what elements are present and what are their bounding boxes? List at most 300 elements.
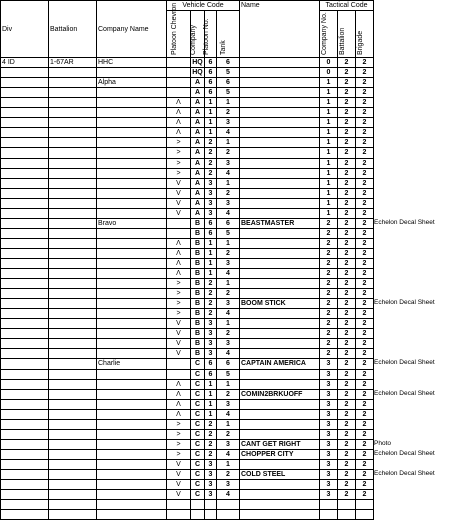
- cell-chev: V: [167, 480, 191, 490]
- cell-chev: Λ: [167, 269, 191, 279]
- cell-chev: [167, 359, 191, 369]
- cell-div: [1, 68, 49, 78]
- cell-vc: A: [191, 168, 205, 178]
- cell-div: [1, 299, 49, 309]
- cell-bat: 2: [338, 409, 356, 419]
- cell-tk: 4: [217, 409, 240, 419]
- cell-cno: 3: [320, 389, 338, 399]
- cell-tk: 3: [217, 258, 240, 268]
- cell-chev: Λ: [167, 248, 191, 258]
- cell-vc: C: [191, 389, 205, 399]
- cell-chev: V: [167, 490, 191, 500]
- cell-tk: 3: [217, 439, 240, 449]
- cell-tk: 6: [217, 359, 240, 369]
- cell-pl: 2: [205, 419, 217, 429]
- cell-bat: 2: [338, 319, 356, 329]
- table-row: [1, 78, 374, 88]
- cell-bat: 2: [338, 419, 356, 429]
- cell-bde: 2: [356, 188, 374, 198]
- cell-bn: [49, 289, 97, 299]
- cell-name: CHOPPER CITY: [240, 449, 320, 459]
- cell-div: [1, 138, 49, 148]
- cell-div: [1, 218, 49, 228]
- cell-bn: [49, 419, 97, 429]
- cell-bat: 2: [338, 118, 356, 128]
- cell-bat: 2: [338, 379, 356, 389]
- cell-bat: 2: [338, 329, 356, 339]
- cell-name: [240, 279, 320, 289]
- cell-bde: 2: [356, 88, 374, 98]
- cell-div: [1, 289, 49, 299]
- cell-bn: [49, 188, 97, 198]
- cell-chev: >: [167, 279, 191, 289]
- cell-tk: 4: [217, 449, 240, 459]
- cell-bn: [49, 490, 97, 500]
- cell-bde: 2: [356, 68, 374, 78]
- cell-name: [240, 148, 320, 158]
- cell-bde: [356, 510, 374, 520]
- cell-vc: B: [191, 309, 205, 319]
- cell-bde: 2: [356, 118, 374, 128]
- cell-div: [1, 208, 49, 218]
- header-vehicle-code: Vehicle Code: [167, 1, 240, 11]
- cell-cno: 3: [320, 399, 338, 409]
- cell-div: [1, 419, 49, 429]
- cell-vc: C: [191, 369, 205, 379]
- cell-name: [240, 459, 320, 469]
- cell-vc: C: [191, 419, 205, 429]
- cell-co: [97, 289, 167, 299]
- cell-vc: C: [191, 359, 205, 369]
- table-row: [1, 369, 374, 379]
- cell-name: CAPTAIN AMERICA: [240, 359, 320, 369]
- table-row: [1, 449, 374, 459]
- cell-bn: [49, 399, 97, 409]
- cell-bat: 2: [338, 258, 356, 268]
- cell-cno: 2: [320, 269, 338, 279]
- cell-name: [240, 409, 320, 419]
- cell-bat: 2: [338, 369, 356, 379]
- cell-cno: 1: [320, 88, 338, 98]
- cell-pl: 2: [205, 289, 217, 299]
- cell-name: [240, 98, 320, 108]
- cell-tk: 1: [217, 178, 240, 188]
- cell-pl: 2: [205, 449, 217, 459]
- cell-pl: 1: [205, 118, 217, 128]
- cell-tk: 1: [217, 459, 240, 469]
- cell-bde: 2: [356, 480, 374, 490]
- cell-bn: [49, 429, 97, 439]
- cell-tk: 2: [217, 469, 240, 479]
- cell-chev: Λ: [167, 128, 191, 138]
- cell-pl: 2: [205, 138, 217, 148]
- table-row: [1, 429, 374, 439]
- cell-tk: 3: [217, 118, 240, 128]
- cell-bde: 2: [356, 329, 374, 339]
- cell-bat: 2: [338, 168, 356, 178]
- cell-co: [97, 419, 167, 429]
- cell-bde: 2: [356, 389, 374, 399]
- cell-pl: 1: [205, 389, 217, 399]
- cell-tk: 4: [217, 128, 240, 138]
- cell-chev: Λ: [167, 108, 191, 118]
- cell-bat: 2: [338, 279, 356, 289]
- cell-pl: 6: [205, 218, 217, 228]
- cell-tk: 1: [217, 419, 240, 429]
- cell-tk: 5: [217, 88, 240, 98]
- cell-cno: 1: [320, 78, 338, 88]
- cell-co: Alpha: [97, 78, 167, 88]
- cell-co: [97, 238, 167, 248]
- cell-chev: [167, 510, 191, 520]
- table-row: [1, 389, 374, 399]
- cell-bn: [49, 208, 97, 218]
- cell-div: [1, 379, 49, 389]
- cell-bde: 2: [356, 78, 374, 88]
- cell-tk: 4: [217, 168, 240, 178]
- cell-bn: [49, 128, 97, 138]
- cell-bat: 2: [338, 158, 356, 168]
- cell-co: [97, 399, 167, 409]
- cell-pl: [205, 500, 217, 510]
- cell-cno: 3: [320, 449, 338, 459]
- cell-co: [97, 198, 167, 208]
- cell-name: COLD STEEL: [240, 469, 320, 479]
- cell-vc: C: [191, 490, 205, 500]
- cell-bat: 2: [338, 238, 356, 248]
- cell-div: [1, 339, 49, 349]
- cell-pl: 3: [205, 469, 217, 479]
- cell-bat: 2: [338, 349, 356, 359]
- cell-bn: [49, 198, 97, 208]
- cell-cno: 3: [320, 419, 338, 429]
- cell-div: [1, 269, 49, 279]
- cell-vc: B: [191, 228, 205, 238]
- cell-pl: 2: [205, 299, 217, 309]
- cell-pl: 3: [205, 178, 217, 188]
- cell-bn: [49, 379, 97, 389]
- cell-tk: 6: [217, 78, 240, 88]
- table-row: [1, 58, 374, 68]
- cell-tk: 3: [217, 339, 240, 349]
- cell-bn: [49, 389, 97, 399]
- cell-co: [97, 339, 167, 349]
- cell-chev: V: [167, 188, 191, 198]
- cell-vc: HQ: [192, 59, 203, 67]
- cell-div: [1, 389, 49, 399]
- cell-name: [240, 329, 320, 339]
- cell-cno: 3: [320, 469, 338, 479]
- cell-vc: A: [191, 128, 205, 138]
- header-company: Company: [191, 11, 205, 58]
- cell-pl: 6: [205, 359, 217, 369]
- cell-vc: B: [191, 248, 205, 258]
- cell-co: [97, 248, 167, 258]
- cell-vc: C: [191, 429, 205, 439]
- row-note: Echelon Decal Sheet: [374, 450, 435, 457]
- cell-co: [97, 148, 167, 158]
- cell-chev: V: [167, 469, 191, 479]
- cell-bde: 2: [356, 379, 374, 389]
- table-row: [1, 238, 374, 248]
- cell-tk: 3: [217, 399, 240, 409]
- cell-tk: 4: [217, 349, 240, 359]
- cell-bat: 2: [338, 359, 356, 369]
- cell-bde: 2: [356, 419, 374, 429]
- cell-bn: [49, 78, 97, 88]
- cell-tk: 2: [217, 329, 240, 339]
- cell-co: HHC: [97, 58, 167, 68]
- cell-div: [1, 168, 49, 178]
- cell-div: 4 ID: [1, 58, 49, 68]
- cell-div: [1, 188, 49, 198]
- cell-div: [1, 429, 49, 439]
- cell-div: [1, 238, 49, 248]
- cell-chev: >: [167, 299, 191, 309]
- cell-div: [1, 359, 49, 369]
- cell-chev: >: [167, 158, 191, 168]
- cell-cno: 1: [320, 168, 338, 178]
- cell-name: [240, 289, 320, 299]
- cell-name: CANT GET RIGHT: [240, 439, 320, 449]
- table-row: [1, 399, 374, 409]
- cell-pl: [205, 510, 217, 520]
- cell-cno: 1: [320, 98, 338, 108]
- cell-chev: Λ: [167, 379, 191, 389]
- cell-div: [1, 78, 49, 88]
- cell-co: [97, 208, 167, 218]
- cell-pl: 2: [205, 158, 217, 168]
- cell-tk: 5: [217, 369, 240, 379]
- cell-tk: 2: [217, 148, 240, 158]
- cell-vc: B: [191, 269, 205, 279]
- header-platoon-chevron: Platoon Chevron: [167, 11, 191, 58]
- cell-pl: 3: [205, 198, 217, 208]
- cell-tk: 3: [217, 299, 240, 309]
- cell-cno: 2: [320, 279, 338, 289]
- cell-co: Charlie: [97, 359, 167, 369]
- cell-bde: 2: [356, 228, 374, 238]
- header-battalion: Battalion: [49, 1, 97, 58]
- cell-cno: 2: [320, 228, 338, 238]
- cell-bn: [49, 218, 97, 228]
- cell-bde: 2: [356, 399, 374, 409]
- cell-chev: >: [167, 439, 191, 449]
- cell-pl: 3: [205, 339, 217, 349]
- cell-tk: 3: [217, 198, 240, 208]
- cell-tk: 2: [217, 248, 240, 258]
- row-note: Echelon Decal Sheet: [374, 299, 435, 306]
- cell-name: [240, 208, 320, 218]
- cell-div: [1, 248, 49, 258]
- cell-bde: 2: [356, 289, 374, 299]
- cell-cno: 3: [320, 379, 338, 389]
- cell-name: [240, 228, 320, 238]
- cell-co: [97, 480, 167, 490]
- cell-bde: 2: [356, 208, 374, 218]
- cell-cno: 3: [320, 369, 338, 379]
- cell-bat: 2: [338, 459, 356, 469]
- cell-vc: C: [191, 399, 205, 409]
- cell-co: [97, 349, 167, 359]
- cell-pl: 1: [205, 269, 217, 279]
- cell-bat: 2: [338, 449, 356, 459]
- table-row: [1, 500, 374, 510]
- table-row: [1, 128, 374, 138]
- table-row: [1, 148, 374, 158]
- cell-co: [97, 228, 167, 238]
- cell-pl: 1: [205, 98, 217, 108]
- cell-bat: 2: [338, 138, 356, 148]
- cell-name: [240, 319, 320, 329]
- cell-chev: Λ: [167, 409, 191, 419]
- header-platoon-no: Platoon No.: [205, 11, 217, 58]
- cell-bn: [49, 469, 97, 479]
- cell-chev: [167, 500, 191, 510]
- cell-co: [97, 138, 167, 148]
- cell-vc: A: [191, 178, 205, 188]
- table-row: [1, 289, 374, 299]
- cell-bde: [356, 500, 374, 510]
- cell-chev: V: [167, 319, 191, 329]
- cell-cno: 3: [320, 480, 338, 490]
- cell-div: [1, 469, 49, 479]
- cell-bat: 2: [338, 198, 356, 208]
- cell-div: [1, 108, 49, 118]
- cell-cno: 0: [320, 58, 338, 68]
- cell-bde: 2: [356, 218, 374, 228]
- cell-name: [240, 88, 320, 98]
- cell-bat: 2: [338, 178, 356, 188]
- cell-tk: 5: [217, 68, 240, 78]
- cell-div: [1, 490, 49, 500]
- row-note: Photo: [374, 440, 391, 447]
- cell-name: [240, 168, 320, 178]
- cell-tk: 2: [217, 429, 240, 439]
- cell-bat: 2: [338, 339, 356, 349]
- cell-co: [97, 409, 167, 419]
- cell-chev: V: [167, 349, 191, 359]
- cell-cno: 3: [320, 409, 338, 419]
- cell-tk: 1: [217, 319, 240, 329]
- cell-bde: 2: [356, 198, 374, 208]
- header-name: Name: [240, 1, 320, 58]
- cell-bat: 2: [338, 228, 356, 238]
- cell-tk: 1: [217, 379, 240, 389]
- cell-chev: >: [167, 148, 191, 158]
- cell-bde: 2: [356, 369, 374, 379]
- cell-pl: 2: [205, 429, 217, 439]
- cell-div: [1, 449, 49, 459]
- cell-bat: [338, 510, 356, 520]
- cell-bde: 2: [356, 349, 374, 359]
- cell-chev: V: [167, 178, 191, 188]
- cell-co: [97, 128, 167, 138]
- table-row: [1, 258, 374, 268]
- cell-div: [1, 459, 49, 469]
- cell-name: [240, 510, 320, 520]
- cell-co: [97, 379, 167, 389]
- cell-pl: 3: [205, 208, 217, 218]
- cell-bat: 2: [338, 289, 356, 299]
- cell-name: [240, 238, 320, 248]
- cell-co: [97, 118, 167, 128]
- cell-bn: [49, 349, 97, 359]
- table-row: [1, 419, 374, 429]
- cell-bat: 2: [338, 108, 356, 118]
- cell-bde: 2: [356, 459, 374, 469]
- cell-div: [1, 228, 49, 238]
- cell-chev: [167, 218, 191, 228]
- cell-pl: 1: [205, 238, 217, 248]
- cell-vc: B: [191, 258, 205, 268]
- cell-cno: 1: [320, 148, 338, 158]
- cell-pl: 3: [205, 459, 217, 469]
- cell-cno: 2: [320, 349, 338, 359]
- row-note: Echelon Decal Sheet: [374, 390, 435, 397]
- cell-co: [97, 319, 167, 329]
- cell-vc: A: [191, 138, 205, 148]
- cell-name: [240, 339, 320, 349]
- cell-pl: 2: [205, 309, 217, 319]
- cell-name: [240, 58, 320, 68]
- cell-div: [1, 439, 49, 449]
- table-row: [1, 279, 374, 289]
- cell-name: [240, 379, 320, 389]
- cell-bde: 2: [356, 269, 374, 279]
- cell-bat: [338, 500, 356, 510]
- table-row: [1, 248, 374, 258]
- cell-vc: C: [191, 409, 205, 419]
- header-brigade: Brigade: [356, 11, 374, 58]
- cell-cno: 2: [320, 218, 338, 228]
- cell-tk: 4: [217, 309, 240, 319]
- cell-vc: B: [191, 319, 205, 329]
- cell-chev: >: [167, 309, 191, 319]
- cell-vc: A: [191, 78, 205, 88]
- cell-name: BEASTMASTER: [240, 218, 320, 228]
- cell-bn: [49, 178, 97, 188]
- cell-bde: 2: [356, 299, 374, 309]
- table-row: [1, 218, 374, 228]
- cell-bn: [49, 108, 97, 118]
- header-div: Div: [1, 1, 49, 58]
- cell-co: [97, 490, 167, 500]
- cell-cno: [320, 510, 338, 520]
- cell-bat: 2: [338, 218, 356, 228]
- cell-name: [240, 429, 320, 439]
- cell-div: [1, 258, 49, 268]
- cell-co: [97, 188, 167, 198]
- cell-co: [97, 510, 167, 520]
- cell-div: [1, 399, 49, 409]
- cell-pl: 6: [205, 228, 217, 238]
- cell-bat: 2: [338, 248, 356, 258]
- cell-cno: 2: [320, 309, 338, 319]
- cell-bn: [49, 500, 97, 510]
- cell-cno: 2: [320, 339, 338, 349]
- cell-bn: [49, 480, 97, 490]
- cell-co: [97, 459, 167, 469]
- cell-tk: 1: [217, 138, 240, 148]
- cell-chev: >: [167, 289, 191, 299]
- cell-tk: 2: [217, 389, 240, 399]
- cell-vc: B: [191, 299, 205, 309]
- cell-vc: B: [191, 218, 205, 228]
- cell-tk: 5: [217, 228, 240, 238]
- cell-tk: 4: [217, 490, 240, 500]
- cell-bat: 2: [338, 269, 356, 279]
